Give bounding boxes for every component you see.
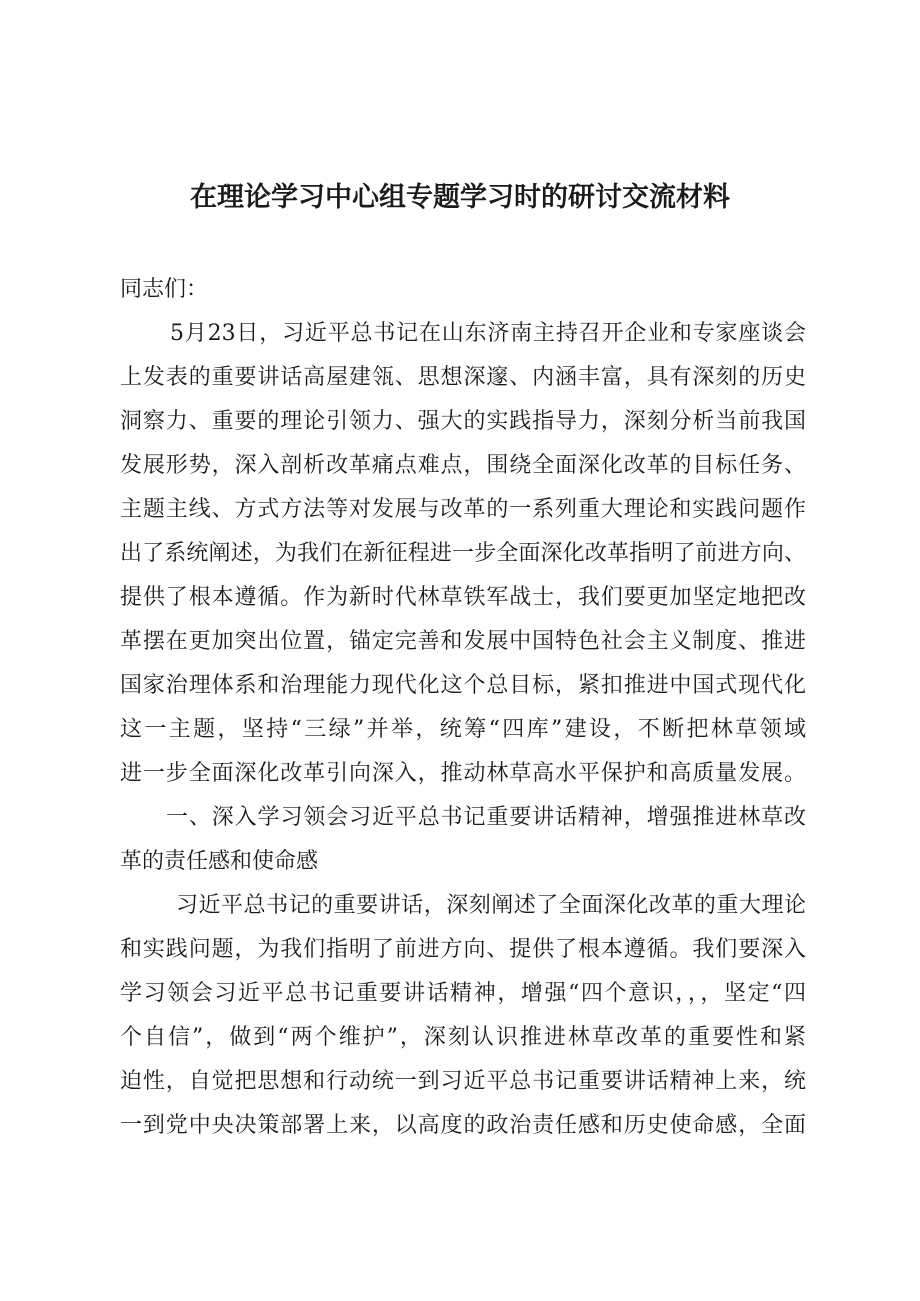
- heading-line: 革的责任感和使命感: [120, 849, 319, 874]
- paragraph-line: 发展形势，深入剖析改革痛点难点，围绕全面深化改革的目标任务、: [120, 453, 806, 478]
- paragraph-line: 国家治理体系和治理能力现代化这个总目标，紧扣推进中国式现代化: [120, 673, 806, 698]
- paragraph-line: 学习领会习近平总书记重要讲话精神，增强“四个意识，，，坚定“四: [120, 981, 806, 1006]
- paragraph-line: 5月23日，习近平总书记在山东济南主持召开企业和专家座谈会: [170, 321, 806, 346]
- paragraph-line: 迫性，自觉把思想和行动统一到习近平总书记重要讲话精神上来，统: [120, 1069, 806, 1094]
- paragraph-line: 进一步全面深化改革引向深入，推动林草高水平保护和高质量发展。: [120, 761, 806, 786]
- paragraph-line: 提供了根本遵循。作为新时代林草铁军战士，我们要更加坚定地把改: [120, 585, 806, 610]
- paragraph-1: [120, 312, 806, 796]
- document-body: [120, 268, 806, 1148]
- paragraph-line: 主题主线、方式方法等对发展与改革的一系列重大理论和实践问题作: [120, 497, 806, 522]
- paragraph-2: [120, 884, 806, 1148]
- paragraph-line: 革摆在更加突出位置，锚定完善和发展中国特色社会主义制度、推进: [120, 629, 806, 654]
- heading-line: 一、深入学习领会习近平总书记重要讲话精神，增强推进林草改: [166, 805, 806, 830]
- paragraph-line: 出了系统阐述，为我们在新征程进一步全面深化改革指明了前进方向、: [120, 541, 806, 566]
- section-heading-1: [120, 796, 806, 884]
- paragraph-line: 个自信”，做到“两个维护”，深刻认识推进林草改革的重要性和紧: [120, 1025, 806, 1050]
- paragraph-line: 上发表的重要讲话高屋建瓴、思想深邃、内涵丰富，具有深刻的历史: [120, 365, 806, 390]
- paragraph-line: 一到党中央决策部署上来，以高度的政治责任感和历史使命感，全面: [120, 1113, 806, 1138]
- paragraph-line: 这一主题，坚持“三绿”并举，统筹“四库”建设，不断把林草领域: [120, 717, 806, 742]
- paragraph-line: 和实践问题，为我们指明了前进方向、提供了根本遵循。我们要深入: [120, 937, 806, 962]
- document-title: 在理论学习中心组专题学习时的研讨交流材料: [190, 182, 730, 213]
- salutation: 同志们：: [120, 277, 209, 302]
- paragraph-line: 洞察力、重要的理论引领力、强大的实践指导力，深刻分析当前我国: [120, 409, 806, 434]
- paragraph-line: 习近平总书记的重要讲话，深刻阐述了全面深化改革的重大理论: [176, 893, 806, 918]
